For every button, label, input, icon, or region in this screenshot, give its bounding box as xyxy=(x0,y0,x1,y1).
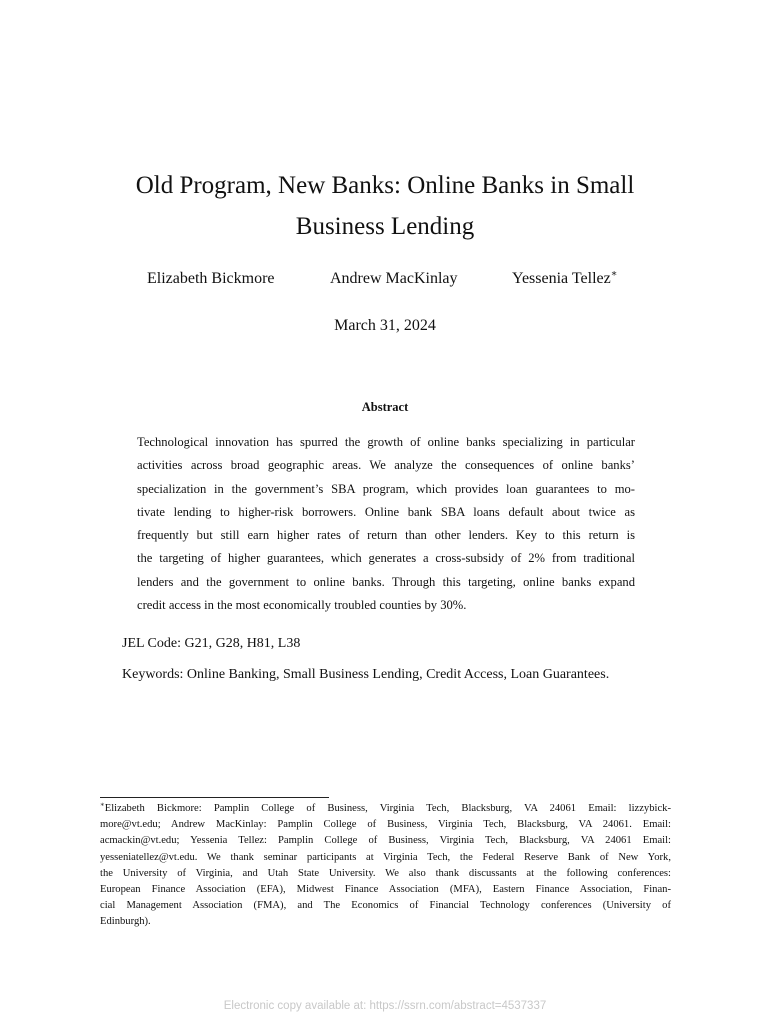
abstract-line: frequently but still earn higher rates of return than other lenders. Key to this return is xyxy=(137,528,635,543)
footnote-line: cial Management Association (FMA), and The Economics of Financial Technology conferences (University of xyxy=(100,900,671,912)
footnote-line: more@vt.edu; Andrew MacKinlay: Pamplin College of Business, Virginia Tech, Blacksburg, VA 24061. Email: xyxy=(100,819,671,831)
abstract-line: credit access in the most economically troubled counties by 30%. xyxy=(137,598,467,613)
footnote-mark: ∗ xyxy=(610,268,618,280)
footnote-mark: ∗ xyxy=(100,800,105,809)
abstract-line: activities across broad geographic areas. We analyze the consequences of online banks’ xyxy=(137,458,635,473)
footnote-line: acmackin@vt.edu; Yessenia Tellez: Pamplin College of Business, Virginia Tech, Blacksburg, VA 24061 Email: xyxy=(100,835,671,847)
abstract-line: the targeting of higher guarantees, which generates a cross-subsidy of 2% from traditional xyxy=(137,551,635,566)
title-line-2: Business Lending xyxy=(295,213,475,240)
abstract-text xyxy=(137,431,635,617)
ssrn-watermark: Electronic copy available at: https://ssrn.com/abstract=4537337 xyxy=(223,1000,547,1012)
abstract-line: tivate lending to higher-risk borrowers. Online bank SBA loans default about twice as xyxy=(137,504,635,519)
jel-codes: JEL Code: G21, G28, H81, L38 xyxy=(122,636,301,651)
footnote-line: Edinburgh). xyxy=(100,916,151,928)
author-name: Yessenia Tellez xyxy=(512,270,611,287)
abstract-line: lenders and the government to online banks. Through this targeting, online banks expand xyxy=(137,574,635,589)
footnote-line xyxy=(100,801,671,817)
paper-title xyxy=(0,165,770,247)
title-line-1: Old Program, New Banks: Online Banks in Small xyxy=(135,172,635,199)
author-name: Andrew MacKinlay xyxy=(330,270,458,287)
author-list xyxy=(0,270,770,294)
footnote-divider xyxy=(100,797,329,798)
footnote-line: European Finance Association (EFA), Midwest Finance Association (MFA), Eastern Finance Association, Finan- xyxy=(100,883,671,895)
keywords: Keywords: Online Banking, Small Business Lending, Credit Access, Loan Guarantees. xyxy=(122,667,610,682)
footnote-text: Elizabeth Bickmore: Pamplin College of Business, Virginia Tech, Blacksburg, VA 24061 Email: lizzybick- xyxy=(104,803,671,814)
footnote-line: yesseniatellez@vt.edu. We thank seminar participants at Virginia Tech, the Federal Reserve Bank of New York, xyxy=(100,851,671,863)
abstract-line: specialization in the government’s SBA program, which provides loan guarantees to mo- xyxy=(137,481,635,496)
abstract-heading: Abstract xyxy=(361,400,409,414)
author-name: Elizabeth Bickmore xyxy=(147,270,275,287)
publication-date: March 31, 2024 xyxy=(334,317,436,334)
footnote-line: the University of Virginia, and Utah State University. We also thank discussants at the following conferences: xyxy=(100,867,671,879)
author-entry xyxy=(512,270,618,288)
abstract-line: Technological innovation has spurred the growth of online banks specializing in particular xyxy=(137,435,635,449)
author-footnote xyxy=(100,801,671,931)
